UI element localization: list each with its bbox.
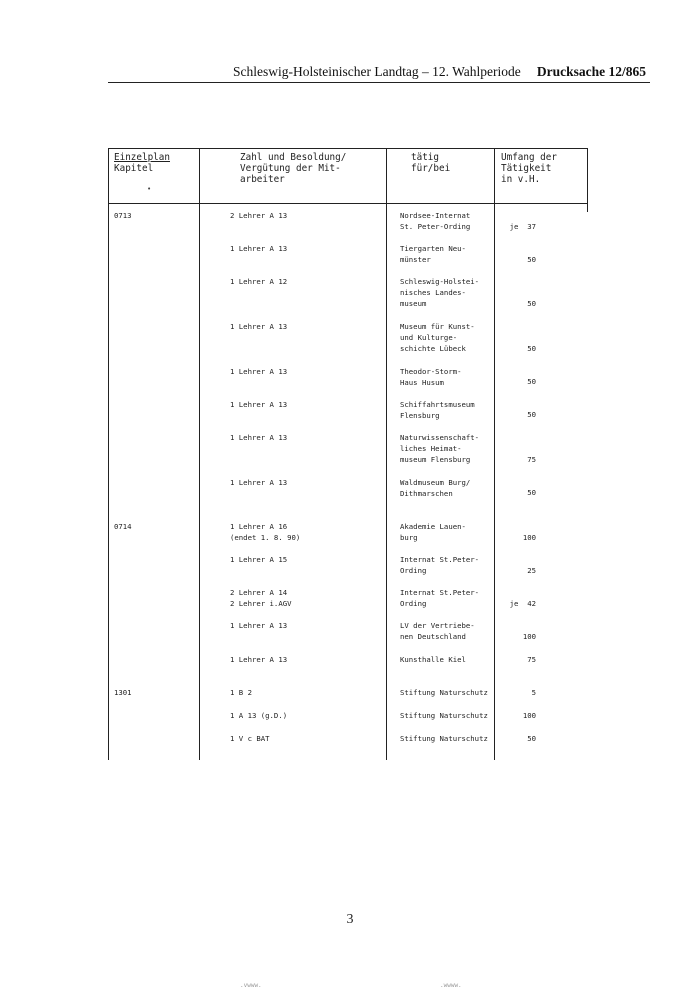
row-taetig: Waldmuseum Burg/ Dithmarschen [400,478,471,499]
document-number: Drucksache 12/865 [536,64,646,79]
row-zahl: 1 V c BAT [230,734,270,743]
row-zahl: 1 Lehrer A 15 [230,555,288,564]
row-umfang: 50 [527,377,536,386]
row-umfang: 75 [527,455,536,464]
row-taetig: Stiftung Naturschutz [400,711,488,720]
row-taetig: Stiftung Naturschutz [400,688,488,697]
column-header-taetig: tätig [411,152,439,163]
row-zahl: 1 Lehrer A 16 (endet 1. 8. 90) [230,522,301,543]
row-kapitel: 0714 [114,522,132,531]
row-taetig: Tiergarten Neu- münster [400,244,466,265]
row-zahl: 2 Lehrer A 13 [230,211,288,220]
row-zahl: 1 A 13 (g.D.) [230,711,288,720]
row-umfang: 100 [522,632,536,641]
row-zahl: 1 Lehrer A 13 [230,244,288,253]
column-divider [494,148,495,760]
mark-dot: • [147,185,152,193]
scan-artifact: .wwww. [440,982,462,989]
row-taetig: Internat St.Peter- Ording [400,555,480,576]
row-taetig: Schiffahrtsmuseum Flensburg [400,400,475,421]
row-umfang: je 42 [509,599,536,608]
column-header-zahl-line3: arbeiter [240,174,285,185]
row-umfang: 50 [527,410,536,419]
row-zahl: 1 Lehrer A 13 [230,433,288,442]
row-umfang: 50 [527,299,536,308]
row-zahl: 1 Lehrer A 13 [230,322,288,331]
document-header-title: Schleswig-Holsteinischer Landtag – 12. Wahlperiode [233,64,521,79]
row-zahl: 1 Lehrer A 13 [230,367,288,376]
row-umfang: je 37 [509,222,536,231]
row-zahl: 1 Lehrer A 12 [230,277,288,286]
column-header-taetig-line2: für/bei [411,163,451,174]
column-divider [386,148,387,760]
row-umfang: 50 [527,344,536,353]
row-taetig: Stiftung Naturschutz [400,734,488,743]
staff-table [108,148,588,760]
row-umfang: 50 [527,255,536,264]
row-zahl: 1 Lehrer A 13 [230,621,288,630]
row-umfang: 75 [527,655,536,664]
column-header-kapitel-line2: Kapitel [114,163,154,174]
row-taetig: Internat St.Peter- Ording [400,588,480,609]
row-zahl: 1 Lehrer A 13 [230,478,288,487]
page-number: 3 [346,912,354,927]
header-separator [108,203,588,204]
column-header-zahl: Zahl und Besoldung/ [240,152,347,163]
page-header [108,64,650,83]
row-taetig: Kunsthalle Kiel [400,655,466,664]
column-divider [199,148,200,760]
column-header-umfang-line2: Tätigkeit [501,163,552,174]
column-header-kapitel: Einzelplan [114,152,170,163]
row-taetig: Nordsee-Internat St. Peter-Ording [400,211,471,232]
scan-artifact: .vwww. [240,982,262,989]
row-umfang: 5 [531,688,536,697]
column-header-umfang-line3: in v.H. [501,174,541,185]
row-taetig: Akademie Lauen- burg [400,522,466,543]
table-border-left [108,148,109,760]
row-umfang: 50 [527,488,536,497]
row-umfang: 100 [522,711,536,720]
row-kapitel: 1301 [114,688,132,697]
row-taetig: Theodor-Storm- Haus Husum [400,367,462,388]
row-taetig: Schleswig-Holstei- nisches Landes- museum [400,277,480,309]
row-taetig: Naturwissenschaft- liches Heimat- museum Flensburg [400,433,480,465]
row-zahl: 2 Lehrer A 14 2 Lehrer i.AGV [230,588,292,609]
column-header-umfang: Umfang der [501,152,557,163]
row-taetig: Museum für Kunst- und Kulturge- schichte Lübeck [400,322,475,354]
row-umfang: 25 [527,566,536,575]
row-zahl: 1 Lehrer A 13 [230,400,288,409]
row-kapitel: 0713 [114,211,132,220]
row-zahl: 1 Lehrer A 13 [230,655,288,664]
row-zahl: 1 B 2 [230,688,252,697]
row-taetig: LV der Vertriebe- nen Deutschland [400,621,475,642]
column-header-zahl-line2: Vergütung der Mit- [240,163,341,174]
row-umfang: 50 [527,734,536,743]
row-umfang: 100 [522,533,536,542]
table-top-border [108,148,588,149]
